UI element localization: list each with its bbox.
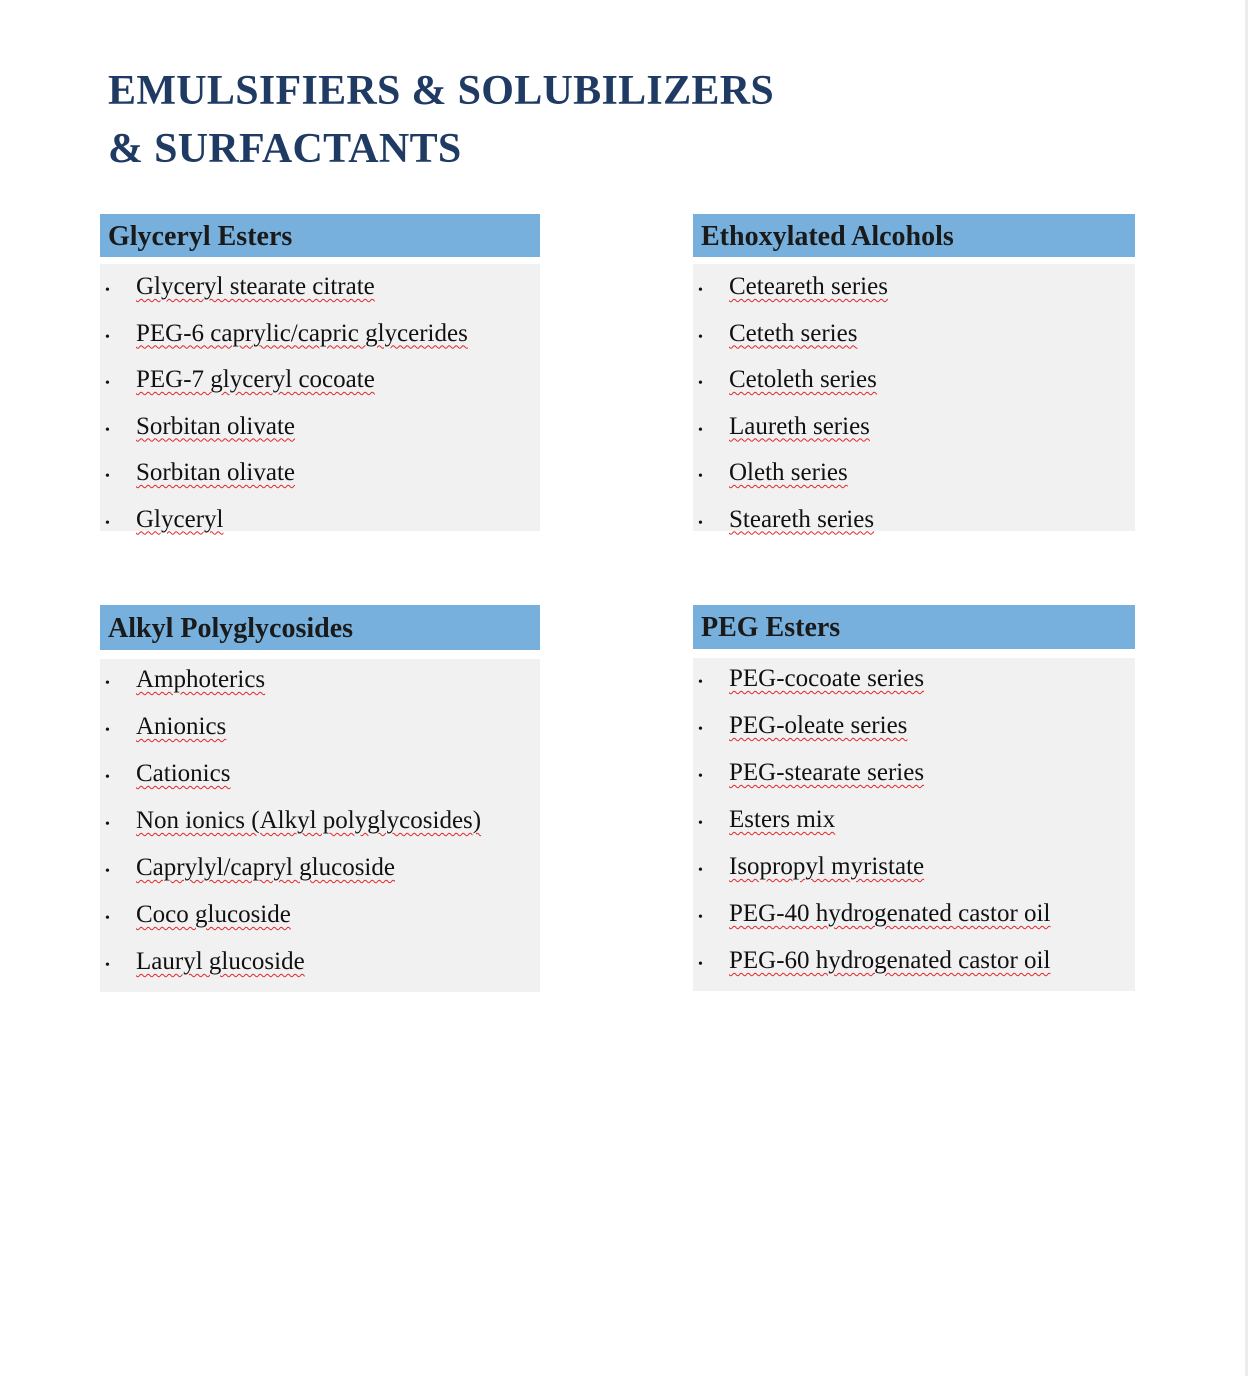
list-item — [100, 410, 540, 457]
section-ethoxylated-alcohols — [693, 214, 1135, 531]
list-item — [100, 898, 540, 945]
bullet-icon: • — [698, 910, 703, 925]
list-item-text: Ceteareth series — [729, 273, 888, 300]
bullet-icon: • — [698, 863, 703, 878]
section-alkyl-polyglycosides — [100, 605, 540, 992]
bullet-icon: • — [105, 723, 110, 738]
bullet-icon: • — [105, 770, 110, 785]
list-item — [100, 851, 540, 898]
list-item — [100, 456, 540, 503]
list-item — [693, 756, 1135, 803]
document-title — [108, 62, 774, 178]
bullet-icon: • — [698, 675, 703, 690]
section-heading: Glyceryl Esters — [100, 214, 540, 257]
list-item-text: Lauryl glucoside — [136, 948, 305, 975]
title-line-1: EMULSIFIERS & SOLUBILIZERS — [108, 68, 774, 114]
section-list — [100, 264, 540, 531]
bullet-icon: • — [105, 864, 110, 879]
list-item — [693, 709, 1135, 756]
list-item — [693, 503, 1135, 531]
list-item-text: Glyceryl stearate citrate — [136, 273, 375, 300]
list-item — [100, 663, 540, 710]
list-item-text: PEG-60 hydrogenated castor oil — [729, 947, 1051, 974]
list-item-text: Steareth series — [729, 505, 875, 533]
bullet-icon: • — [698, 957, 703, 972]
bullet-icon: • — [698, 769, 703, 784]
bullet-icon: • — [698, 329, 703, 345]
bullet-icon: • — [105, 469, 110, 484]
section-list — [693, 658, 1135, 991]
list-item-text: Laureth series — [729, 412, 870, 440]
list-item — [100, 945, 540, 992]
list-item — [693, 410, 1135, 457]
list-item — [693, 850, 1135, 897]
bullet-icon: • — [698, 816, 703, 831]
list-item-text: PEG-7 glyceryl cocoate — [136, 366, 375, 393]
bullet-icon: • — [105, 515, 110, 531]
list-item — [100, 710, 540, 757]
list-item-text: Coco glucoside — [136, 901, 291, 928]
title-line-2: & SURFACTANTS — [108, 126, 462, 172]
bullet-icon: • — [105, 911, 110, 926]
section-heading: Alkyl Polyglycosides — [100, 605, 540, 650]
section-peg-esters — [693, 605, 1135, 991]
section-heading: PEG Esters — [693, 605, 1135, 649]
list-item — [693, 662, 1135, 709]
list-item-text: Isopropyl myristate — [729, 853, 925, 880]
bullet-icon: • — [105, 676, 110, 691]
list-item-text: Non ionics (Alkyl polyglycosides) — [136, 807, 482, 834]
bullet-icon: • — [105, 283, 110, 298]
list-item-text: Ceteth series — [729, 319, 858, 347]
list-item — [693, 803, 1135, 850]
list-item — [100, 503, 540, 531]
list-item — [100, 804, 540, 851]
list-item-text: Glyceryl — [136, 505, 224, 533]
bullet-icon: • — [105, 376, 110, 391]
list-item-text: Cetoleth series — [729, 366, 877, 393]
list-item-text: PEG-oleate series — [729, 712, 908, 739]
list-item — [693, 456, 1135, 503]
list-item-text: Cationics — [136, 760, 231, 787]
list-item-text: Esters mix — [729, 806, 836, 833]
bullet-icon: • — [698, 422, 703, 438]
list-item-text: Amphoterics — [136, 666, 266, 693]
section-list — [693, 264, 1135, 531]
bullet-icon: • — [698, 469, 703, 484]
bullet-icon: • — [698, 376, 703, 391]
bullet-icon: • — [698, 722, 703, 737]
list-item-text: PEG-40 hydrogenated castor oil — [729, 900, 1051, 927]
bullet-icon: • — [698, 515, 703, 531]
list-item — [693, 363, 1135, 410]
bullet-icon: • — [698, 283, 703, 298]
list-item-text: Caprylyl/capryl glucoside — [136, 854, 395, 881]
list-item-text: PEG-stearate series — [729, 759, 925, 786]
bullet-icon: • — [105, 422, 110, 438]
list-item-text: PEG-6 caprylic/capric glycerides — [136, 319, 468, 347]
list-item-text: PEG-cocoate series — [729, 665, 925, 692]
list-item — [693, 897, 1135, 944]
list-item — [100, 757, 540, 804]
list-item — [693, 944, 1135, 991]
list-item-text: Anionics — [136, 713, 227, 740]
bullet-icon: • — [105, 958, 110, 973]
bullet-icon: • — [105, 329, 110, 345]
list-item-text: Sorbitan olivate — [136, 459, 295, 486]
list-item — [100, 363, 540, 410]
list-item-text: Oleth series — [729, 459, 848, 486]
section-list — [100, 659, 540, 992]
list-item — [100, 317, 540, 364]
section-glyceryl-esters — [100, 214, 540, 531]
list-item-text: Sorbitan olivate — [136, 412, 295, 440]
list-item — [693, 270, 1135, 317]
list-item — [693, 317, 1135, 364]
bullet-icon: • — [105, 817, 110, 832]
list-item — [100, 270, 540, 317]
section-heading: Ethoxylated Alcohols — [693, 214, 1135, 257]
